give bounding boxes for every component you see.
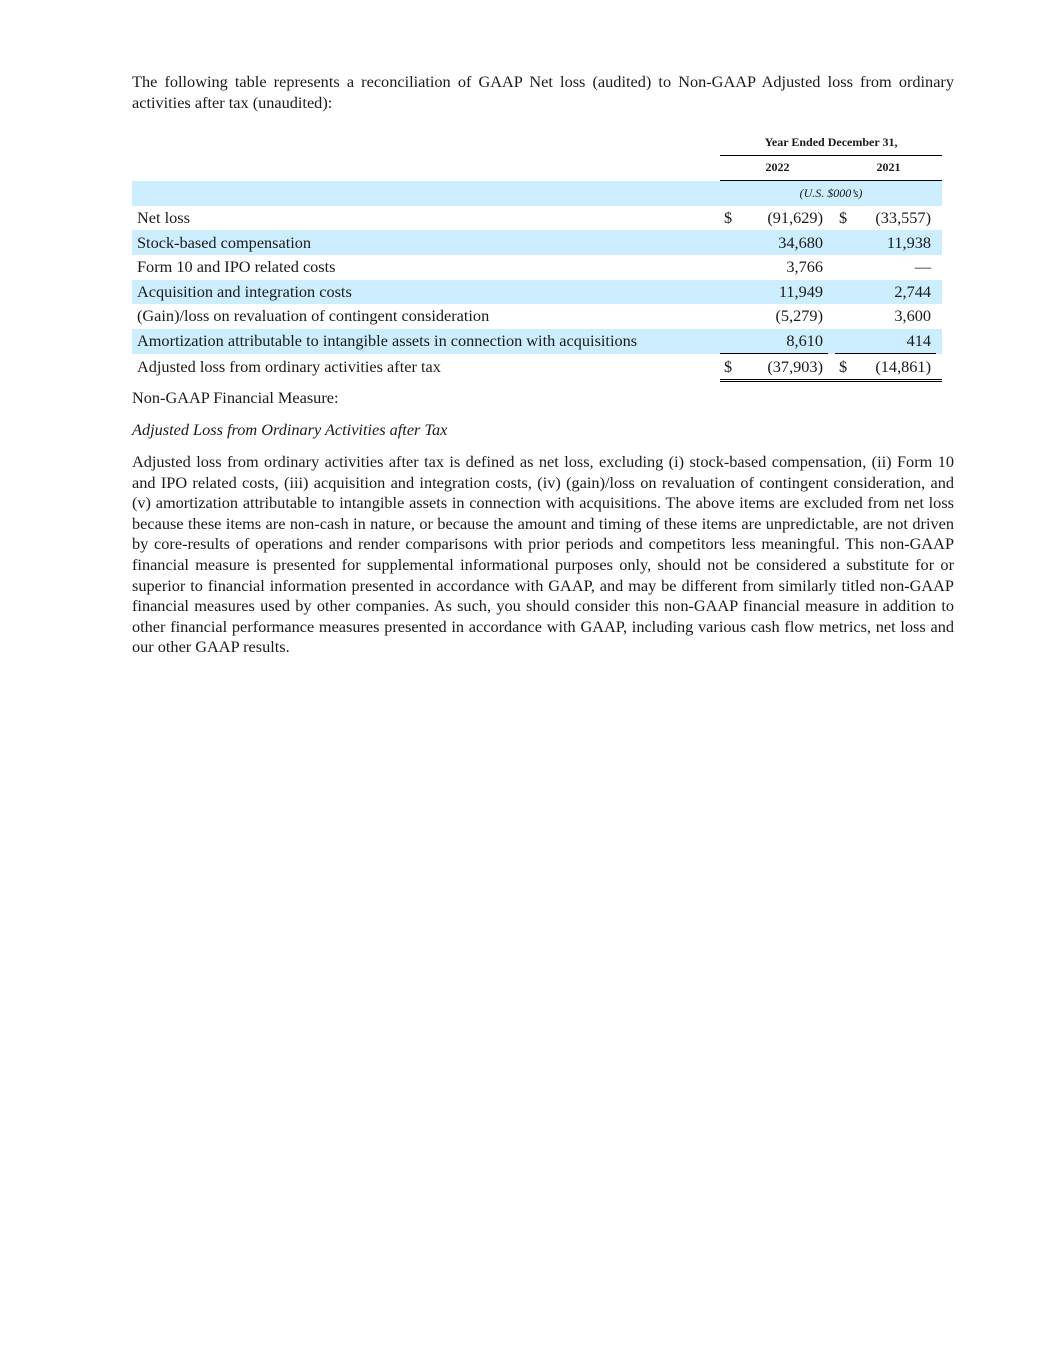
currency-symbol <box>835 304 849 329</box>
value-2022: 11,949 <box>734 280 828 305</box>
currency-symbol <box>720 230 734 255</box>
currency-symbol: $ <box>839 208 848 228</box>
year-header-2021: 2021 <box>835 155 942 181</box>
currency-symbol <box>835 280 849 305</box>
value-2021: 3,600 <box>894 306 931 326</box>
year-header-2022: 2022 <box>720 155 835 181</box>
value-2021: 414 <box>849 329 936 354</box>
currency-symbol <box>835 255 849 280</box>
document-page <box>132 72 954 657</box>
period-header: Year Ended December 31, <box>720 130 942 155</box>
value-2021: (14,861) <box>849 354 936 381</box>
units-label: (U.S. $000’s) <box>720 181 942 206</box>
currency-symbol <box>720 329 734 354</box>
currency-symbol: $ <box>835 354 849 381</box>
currency-symbol <box>835 329 849 354</box>
total-row <box>132 354 942 381</box>
currency-symbol: $ <box>724 208 733 228</box>
currency-symbol: $ <box>720 354 734 381</box>
value-2021: 2,744 <box>849 280 936 305</box>
units-row <box>132 181 942 206</box>
intro-paragraph: The following table represents a reconciliation of GAAP Net loss (audited) to Non-GAAP Adjusted loss from ordinary activities after tax (unaudited): <box>132 72 954 112</box>
row-label: Form 10 and IPO related costs <box>137 257 336 277</box>
definition-paragraph: Adjusted loss from ordinary activities after tax is defined as net loss, excluding (i) stock-based compensation, (ii) Form 10 and IPO related costs, (iii) acquisition and integration costs, (iv) (gain)/loss on revaluation of contingent consideration, and (v) amortization attributable to intangible assets in connection with acquisitions. The above items are excluded from net loss because these items are non-cash in nature, or because the amount and timing of these items are unpredictable, are not driven by core-results of operations and render comparisons with prior periods and competitors less meaningful. This non-GAAP financial measure is presented for supplemental informational purposes only, should not be considered a substitute for or superior to financial information presented in accordance with GAAP, and may be different from similarly titled non-GAAP financial measures used by other companies. As such, you should consider this non-GAAP financial measure in addition to other financial performance measures presented in accordance with GAAP, including various cash flow metrics, net loss and our other GAAP results. <box>132 452 954 657</box>
table-header-period-row <box>132 130 942 155</box>
table-row <box>132 304 942 329</box>
section-heading: Non-GAAP Financial Measure: <box>132 388 339 407</box>
section-subheading: Adjusted Loss from Ordinary Activities after Tax <box>132 420 448 439</box>
row-label: Stock-based compensation <box>132 230 720 255</box>
currency-symbol <box>720 304 734 329</box>
table-row <box>132 329 942 354</box>
value-2021: (33,557) <box>875 208 931 228</box>
value-2021: — <box>914 257 931 277</box>
row-label: Net loss <box>137 208 190 228</box>
row-label: Adjusted loss from ordinary activities after tax <box>137 357 441 377</box>
value-2022: (5,279) <box>775 306 823 326</box>
table-row <box>132 230 942 255</box>
table-row <box>132 255 942 280</box>
table-row <box>132 280 942 305</box>
reconciliation-table <box>132 130 942 382</box>
value-2022: (91,629) <box>767 208 823 228</box>
row-label: Acquisition and integration costs <box>132 280 720 305</box>
table-header-year-row <box>132 155 942 181</box>
value-2021: 11,938 <box>849 230 936 255</box>
row-label: Amortization attributable to intangible assets in connection with acquisitions <box>132 329 720 354</box>
value-2022: 8,610 <box>734 329 828 354</box>
value-2022: 34,680 <box>734 230 828 255</box>
value-2022: 3,766 <box>786 257 823 277</box>
table-row <box>132 206 942 231</box>
row-label: (Gain)/loss on revaluation of contingent consideration <box>137 306 490 326</box>
currency-symbol <box>720 280 734 305</box>
currency-symbol <box>720 255 734 280</box>
value-2022: (37,903) <box>734 354 828 381</box>
currency-symbol <box>835 230 849 255</box>
